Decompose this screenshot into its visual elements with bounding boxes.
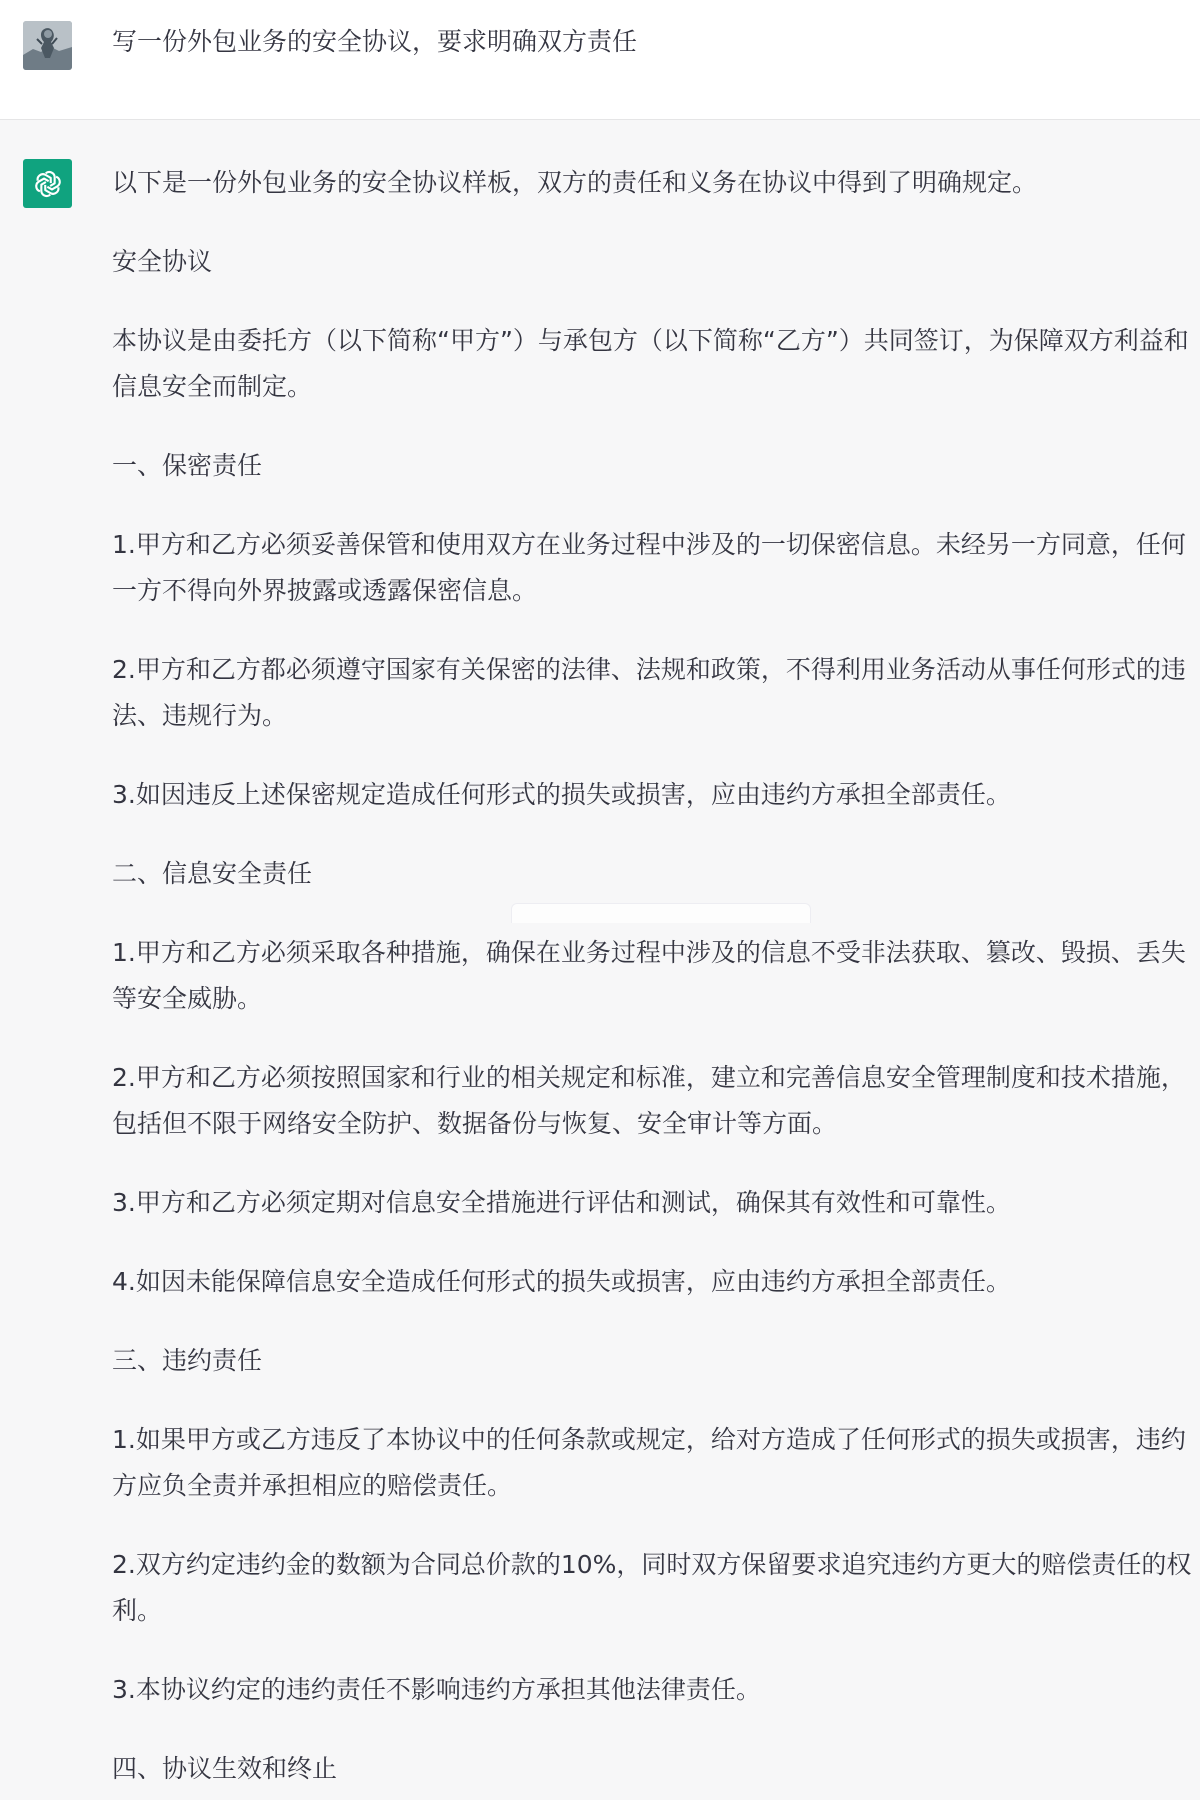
clause-paragraph: 3.甲方和乙方必须定期对信息安全措施进行评估和测试，确保其有效性和可靠性。 <box>112 1188 1011 1217</box>
assistant-message-content <box>112 160 1192 1792</box>
openai-logo-icon <box>31 167 65 201</box>
clause-paragraph: 4.如因未能保障信息安全造成任何形式的损失或损害，应由违约方承担全部责任。 <box>112 1267 1011 1296</box>
clause-paragraph: 1.如果甲方或乙方违反了本协议中的任何条款或规定，给对方造成了任何形式的损失或损害，违约方应负全责并承担相应的赔偿责任。 <box>112 1425 1186 1500</box>
intro-paragraph: 以下是一份外包业务的安全协议样板，双方的责任和义务在协议中得到了明确规定。 <box>112 168 1038 197</box>
user-avatar <box>23 21 72 70</box>
clause-paragraph: 1.甲方和乙方必须妥善保管和使用双方在业务过程中涉及的一切保密信息。未经另一方同意，任何一方不得向外界披露或透露保密信息。 <box>112 530 1186 605</box>
clause-paragraph: 3.本协议约定的违约责任不影响违约方承担其他法律责任。 <box>112 1675 761 1704</box>
clause-paragraph: 3.如因违反上述保密规定造成任何形式的损失或损害，应由违约方承担全部责任。 <box>112 780 1011 809</box>
preamble-paragraph: 本协议是由委托方（以下简称“甲方”）与承包方（以下简称“乙方”）共同签订，为保障双方利益和信息安全而制定。 <box>112 326 1189 401</box>
assistant-message-row <box>0 121 1200 1800</box>
agreement-title: 安全协议 <box>112 247 213 276</box>
section-heading-breach: 三、违约责任 <box>112 1346 263 1375</box>
section-heading-effect-termination: 四、协议生效和终止 <box>112 1754 338 1783</box>
user-message-row <box>0 0 1200 120</box>
screenshot-seam-overlay <box>511 903 811 923</box>
clause-paragraph: 1.甲方和乙方必须采取各种措施，确保在业务过程中涉及的信息不受非法获取、篡改、毁损、丢失等安全威胁。 <box>112 938 1186 1013</box>
user-avatar-icon <box>23 21 72 70</box>
section-heading-confidentiality: 一、保密责任 <box>112 451 263 480</box>
clause-paragraph: 2.甲方和乙方必须按照国家和行业的相关规定和标准，建立和完善信息安全管理制度和技术措施，包括但不限于网络安全防护、数据备份与恢复、安全审计等方面。 <box>112 1063 1186 1138</box>
clause-paragraph: 2.双方约定违约金的数额为合同总价款的10%，同时双方保留要求追究违约方更大的赔偿责任的权利。 <box>112 1550 1192 1625</box>
clause-paragraph: 2.甲方和乙方都必须遵守国家有关保密的法律、法规和政策，不得利用业务活动从事任何形式的违法、违规行为。 <box>112 655 1186 730</box>
user-message-text: 写一份外包业务的安全协议，要求明确双方责任 <box>112 27 638 56</box>
section-heading-information-security: 二、信息安全责任 <box>112 859 313 888</box>
assistant-avatar <box>23 159 72 208</box>
